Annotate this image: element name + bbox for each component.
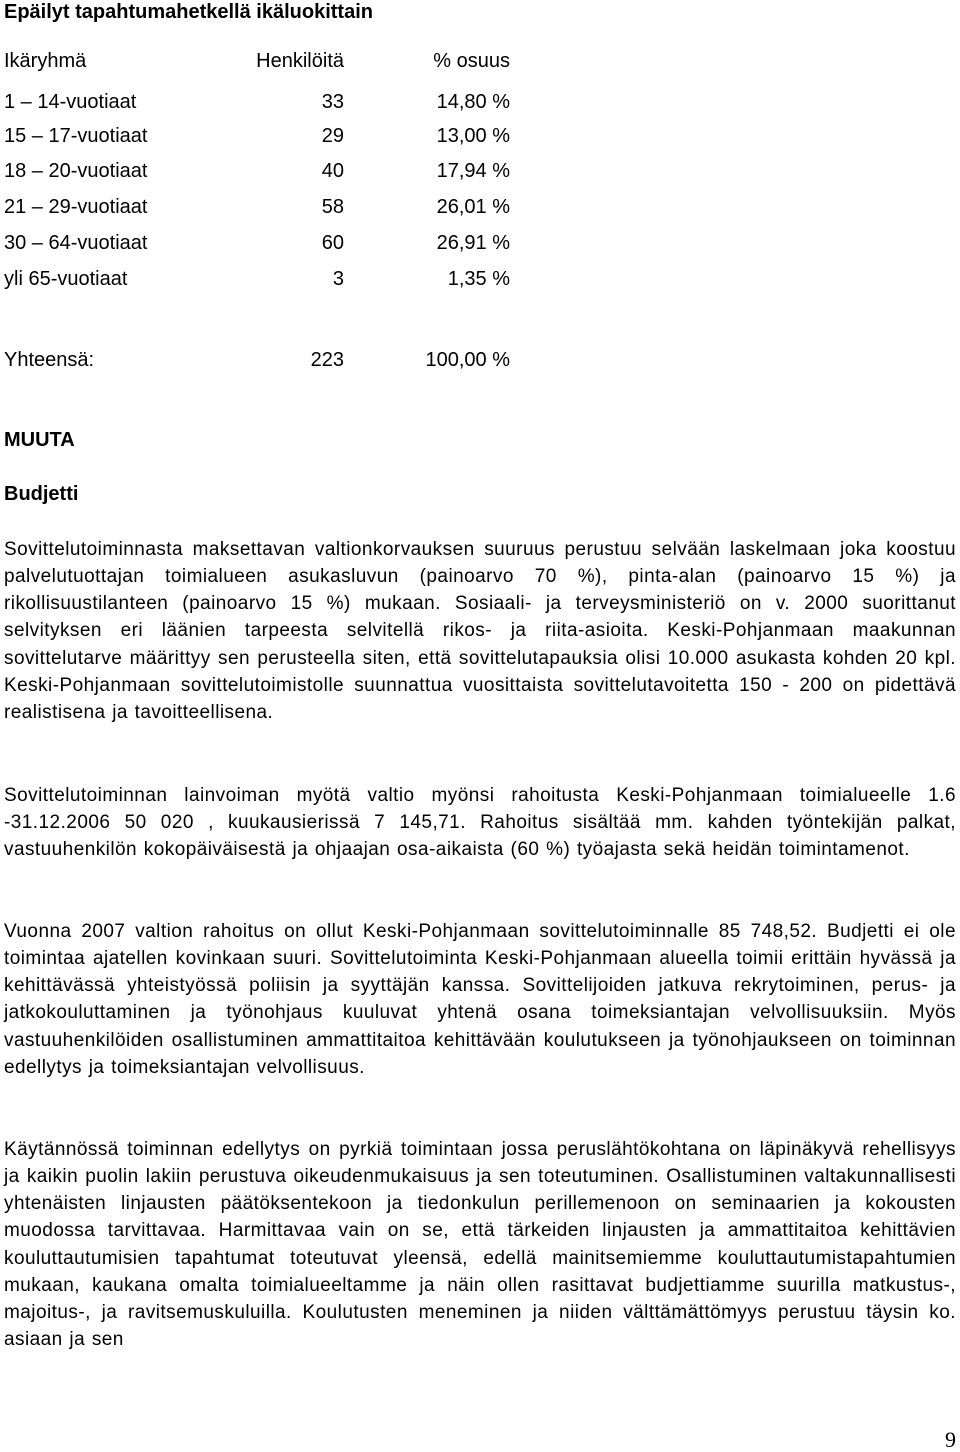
- cell-persons: 29: [321, 125, 344, 147]
- cell-age-group: yli 65-vuotiaat: [4, 268, 128, 290]
- table-row: [4, 266, 524, 292]
- header-persons: Henkilöitä: [256, 50, 344, 72]
- cell-age-group: 1 – 14-vuotiaat: [4, 91, 137, 113]
- cell-share: 14,80 %: [436, 91, 510, 113]
- table-row: [4, 230, 524, 256]
- paragraph-funding-2007: Vuonna 2007 valtion rahoitus on ollut Keski-Pohjanmaan sovittelutoiminnalle 85 748,52. Budjetti ei ole toimintaa ajatellen kovinkaan suuri. Sovittelutoiminta Keski-Pohjanmaan alueella toimii erittäin hyvässä ja kehittävässä yhteistyössä poliisin ja syyttäjän kanssa. Sovittelijoiden jatkuva rekrytoiminen, perus- ja jatkokouluttaminen ja työnohjaus kuuluvat yhtenä osana toimeksiantajan velvollisuuksiin. Myös vastuuhenkilöiden osallistuminen ammattitaitoa kehittävään koulutukseen ja työnohjaukseen on toiminnan edellytys ja toimeksiantajan velvollisuus.: [4, 921, 956, 1078]
- total-persons: 223: [310, 349, 344, 371]
- cell-share: 26,01 %: [436, 196, 510, 218]
- paragraph-operations: Käytännössä toiminnan edellytys on pyrkiä toimintaan jossa peruslähtökohtana on läpinäkyvä rehellisyys ja kaikin puolin lakiin perustuva oikeudenmukaisuus ja sen toteutuminen. Osallistuminen valtakunnallisesti yhtenäisten linjausten päätöksentekoon ja tiedonkulun perillemenoon on seminaarien ja kokousten muodossa tarvittavaa. Harmittavaa vain on se, että tärkeiden linjausten ja ammattitaitoa kehittävien kouluttautumisien tapahtumat toteutuvat yleensä, edellä mainitsemiemme kouluttautumistapahtumien mukaan, kaukana omalta toimialueeltamme ja näin ollen rasittavat budjettiamme suurilla matkustus-, majoitus-, ja ravitsemuskuluilla. Koulutusten meneminen ja niiden välttämättömyys perustuu täysin ko. asiaan ja sen: [4, 1139, 956, 1351]
- header-share: % osuus: [433, 50, 510, 72]
- table-row: [4, 89, 524, 115]
- total-share: 100,00 %: [425, 349, 510, 371]
- section-subtitle: Budjetti: [4, 483, 79, 505]
- table-row: [4, 194, 524, 220]
- cell-persons: 58: [321, 196, 344, 218]
- table-header-row: [4, 48, 524, 74]
- table-title: Epäilyt tapahtumahetkellä ikäluokittain: [4, 1, 373, 23]
- table-row: [4, 158, 524, 184]
- table-total-row: [4, 347, 524, 373]
- paragraph-funding-2006: Sovittelutoiminnan lainvoiman myötä valtio myönsi rahoitusta Keski-Pohjanmaan toimialueelle 1.6 -31.12.2006 50 020 , kuukausierissä 7 145,71. Rahoitus sisältää mm. kahden työntekijän palkat, vastuuhenkilön kokopäiväisestä ja ohjaajan osa-aikaista (60 %) työajasta sekä heidän toimintamenot.: [4, 785, 956, 861]
- cell-persons: 60: [321, 232, 344, 254]
- cell-share: 13,00 %: [436, 125, 510, 147]
- cell-share: 1,35 %: [447, 268, 510, 290]
- cell-age-group: 18 – 20-vuotiaat: [4, 160, 148, 182]
- page-number: 9: [945, 1427, 956, 1452]
- cell-share: 17,94 %: [436, 160, 510, 182]
- header-age-group: Ikäryhmä: [4, 50, 87, 72]
- cell-share: 26,91 %: [436, 232, 510, 254]
- section-title: MUUTA: [4, 429, 75, 451]
- paragraph-budget-basis: Sovittelutoiminnasta maksettavan valtionkorvauksen suuruus perustuu selvään laskelmaan joka koostuu palvelutuottajan toimialueen asukasluvun (painoarvo 70 %), pinta-alan (painoarvo 15 %) ja rikollisuustilanteen (painoarvo 15 %) mukaan. Sosiaali- ja terveysministeriö on v. 2000 suorittanut selvityksen eri läänien tarpeesta selvitellä rikos- ja riita-asioita. Keski-Pohjanmaan maakunnan sovittelutarve määrittyy sen perusteella siten, että sovittelutapauksia olisi 10.000 asukasta kohden 20 kpl. Keski-Pohjanmaan sovittelutoimistolle suunnattua vuosittaista sovittelutavoitetta 150 - 200 on pidettävä realistisena ja tavoitteellisena.: [4, 539, 956, 723]
- total-label: Yhteensä:: [4, 349, 95, 371]
- cell-persons: 40: [321, 160, 344, 182]
- cell-age-group: 15 – 17-vuotiaat: [4, 125, 148, 147]
- table-row: [4, 123, 524, 149]
- cell-persons: 33: [321, 91, 344, 113]
- cell-age-group: 21 – 29-vuotiaat: [4, 196, 148, 218]
- cell-persons: 3: [332, 268, 344, 290]
- cell-age-group: 30 – 64-vuotiaat: [4, 232, 148, 254]
